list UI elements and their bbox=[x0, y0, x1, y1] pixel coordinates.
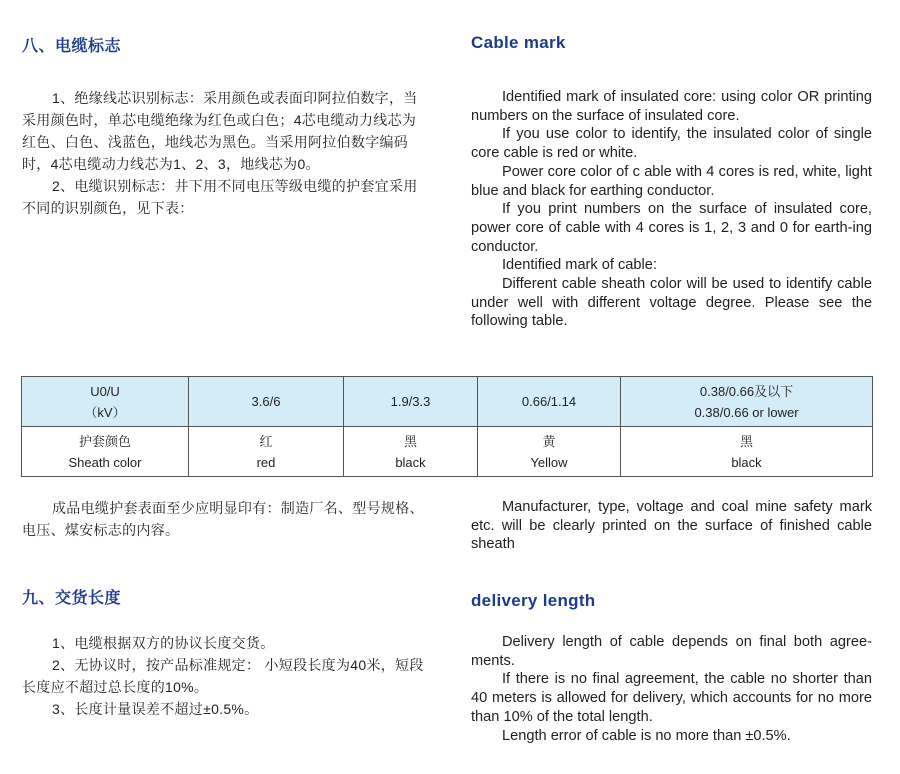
delivery-cn-paragraph-2: 2、无协议时，按产品标准规定： 小短段长度为40米，短段长度应不超过总长度的10%。 bbox=[22, 657, 424, 695]
delivery-en-body bbox=[471, 633, 872, 745]
voltage-lowest-cn: 0.38/0.66及以下 bbox=[699, 383, 794, 399]
cable-mark-en-paragraph-6: Different cable sheath color will be used to identify cable under well with different voltage degree. Please see the following table. bbox=[471, 276, 872, 330]
sheath-color-en: black bbox=[395, 454, 426, 470]
voltage-unit: （kV） bbox=[84, 404, 126, 420]
delivery-en-paragraph-3: Length error of cable is no more than ±0.5%. bbox=[502, 727, 791, 744]
sheath-color-label-en: Sheath color bbox=[68, 454, 142, 470]
cable-mark-cn-paragraph-2: 2、电缆识别标志：井下用不同电压等级电缆的护套宜采用不同的识别颜色，见下表： bbox=[22, 178, 418, 216]
sheath-color-cn: 红 bbox=[259, 433, 273, 449]
section-heading-cable-mark-en: Cable mark bbox=[471, 33, 566, 52]
sheath-color-cn: 黄 bbox=[542, 433, 556, 449]
voltage-lowest-en: 0.38/0.66 or lower bbox=[694, 404, 799, 420]
sheath-color-cn: 黑 bbox=[739, 433, 753, 449]
cable-mark-en-paragraph-4: If you print numbers on the surface of insulated core, power core of cable with 4 cores is 1, 2, 3 and 0 for earth-ing conductor. bbox=[471, 201, 872, 255]
cable-mark-cn-paragraph-1: 1、绝缘线芯识别标志：采用颜色或表面印阿拉伯数字，当采用颜色时，单芯电缆绝缘为红色或白色；4芯电缆动力线芯为红色、白色、浅蓝色，地线芯为黑色。当采用阿拉伯数字编码时，4芯电缆动力线芯为1、2、3，地线芯为0。 bbox=[22, 90, 418, 172]
sheath-note-en-text: Manufacturer, type, voltage and coal mine safety mark etc. will be clearly printed on the surface of finished cable sheath bbox=[471, 499, 872, 553]
cable-mark-en-paragraph-2: If you use color to identify, the insulated color of single core cable is red or white. bbox=[471, 126, 872, 162]
delivery-en-paragraph-2: If there is no final agreement, the cable no shorter than 40 meters is allowed for delivery, which accounts for no more than 10% of the total length. bbox=[471, 671, 872, 725]
sheath-color-label-cn: 护套颜色 bbox=[78, 433, 131, 449]
cable-mark-en-paragraph-5: Identified mark of cable: bbox=[502, 257, 657, 274]
voltage-cell-lowest bbox=[621, 377, 873, 427]
section-heading-cable-mark-cn: 八、电缆标志 bbox=[22, 38, 122, 55]
sheath-color-cell bbox=[189, 427, 344, 477]
cable-mark-en-paragraph-1: Identified mark of insulated core: using color OR printing numbers on the surface of insulated core. bbox=[471, 89, 872, 124]
delivery-cn-body bbox=[22, 632, 427, 720]
delivery-en-paragraph-1: Delivery length of cable depends on final both agree-ments. bbox=[471, 634, 872, 669]
section-heading-delivery-en: delivery length bbox=[471, 591, 596, 610]
voltage-cell: 0.66/1.14 bbox=[478, 377, 621, 427]
table-header-row bbox=[22, 377, 873, 427]
delivery-cn-paragraph-3: 3、长度计量误差不超过±0.5%。 bbox=[52, 701, 259, 717]
table-row bbox=[22, 427, 873, 477]
sheath-color-cn: 黑 bbox=[403, 433, 417, 449]
sheath-note-cn bbox=[22, 497, 427, 541]
cable-mark-cn-body bbox=[22, 87, 427, 219]
sheath-color-cell bbox=[478, 427, 621, 477]
cable-mark-en-paragraph-3: Power core color of c able with 4 cores is red, white, light blue and black for earthing conductor. bbox=[471, 163, 872, 199]
sheath-color-en: red bbox=[256, 454, 276, 470]
sheath-color-table bbox=[21, 376, 873, 477]
cable-mark-en-body bbox=[471, 88, 872, 331]
voltage-cell: 1.9/3.3 bbox=[344, 377, 478, 427]
sheath-note-cn-text: 成品电缆护套表面至少应明显印有：制造厂名、型号规格、电压、煤安标志的内容。 bbox=[22, 500, 424, 538]
delivery-cn-paragraph-1: 1、电缆根据双方的协议长度交货。 bbox=[52, 635, 275, 651]
sheath-color-en: black bbox=[731, 454, 762, 470]
sheath-color-en: Yellow bbox=[530, 454, 568, 470]
voltage-label: U0/U bbox=[90, 383, 120, 399]
section-heading-delivery-cn: 九、交货长度 bbox=[22, 590, 122, 607]
sheath-note-en bbox=[471, 498, 872, 554]
sheath-color-label-cell bbox=[22, 427, 189, 477]
voltage-label-cell bbox=[22, 377, 189, 427]
sheath-color-cell bbox=[621, 427, 873, 477]
sheath-color-cell bbox=[344, 427, 478, 477]
voltage-cell: 3.6/6 bbox=[189, 377, 344, 427]
